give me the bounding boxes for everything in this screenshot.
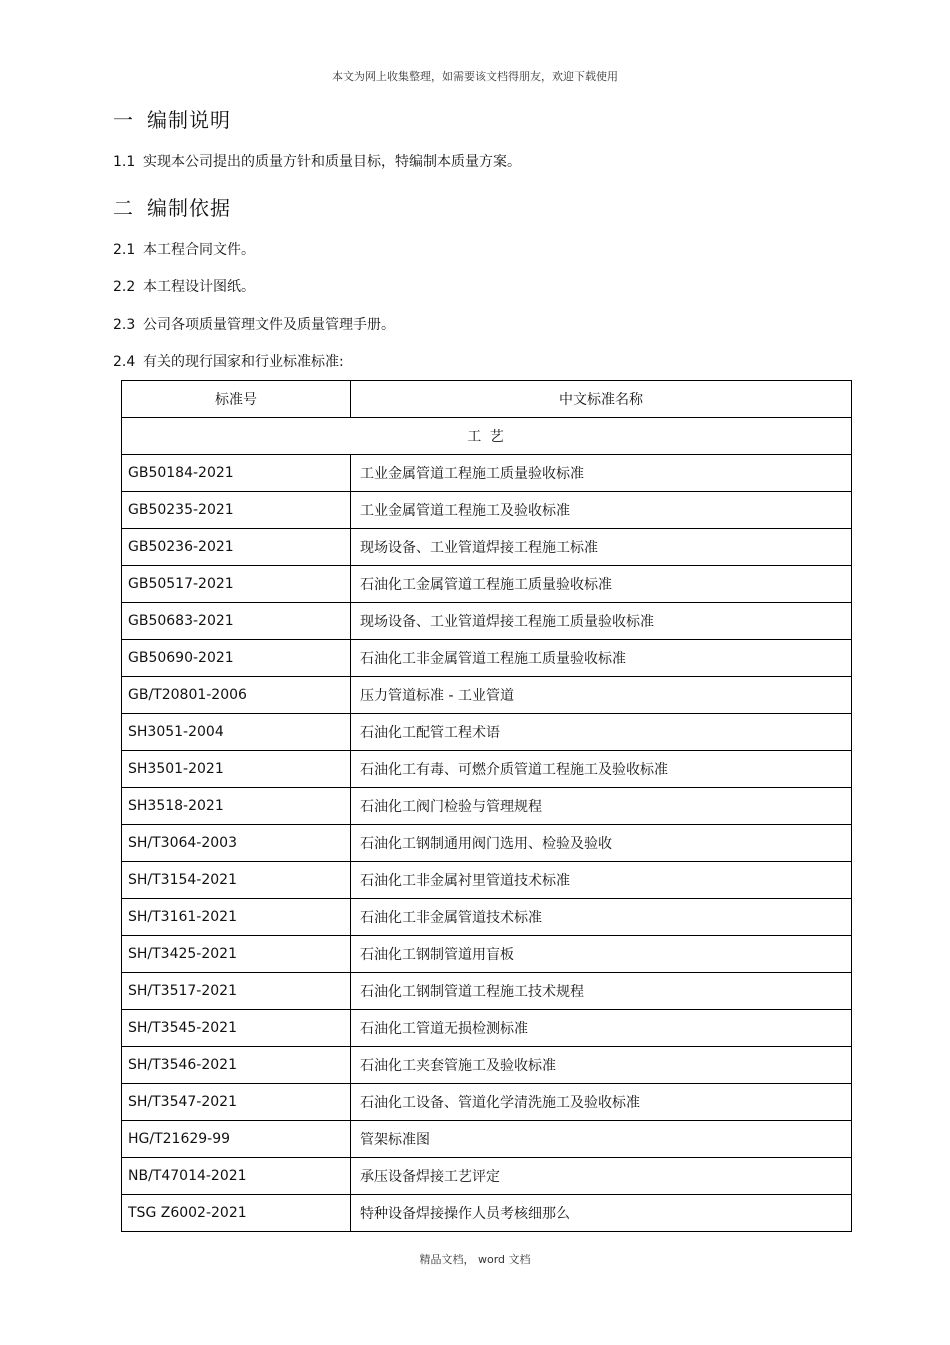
section-heading-1 xyxy=(113,104,231,133)
column-header-code: 标准号 xyxy=(122,381,351,418)
standard-code: SH/T3547-2021 xyxy=(122,1084,351,1121)
standard-name: 工业金属管道工程施工质量验收标准 xyxy=(351,455,852,492)
paragraph-text: 有关的现行国家和行业标准标准: xyxy=(143,354,344,370)
standard-name: 石油化工非金属管道技术标准 xyxy=(351,899,852,936)
standard-code: SH/T3154-2021 xyxy=(122,862,351,899)
table-row xyxy=(122,751,852,788)
standard-code: SH3501-2021 xyxy=(122,751,351,788)
standard-name: 石油化工夹套管施工及验收标准 xyxy=(351,1047,852,1084)
paragraph-2-1 xyxy=(113,239,255,259)
table-row xyxy=(122,788,852,825)
standard-code: HG/T21629-99 xyxy=(122,1121,351,1158)
paragraph-2-2 xyxy=(113,276,255,296)
standard-name: 承压设备焊接工艺评定 xyxy=(351,1158,852,1195)
column-header-name: 中文标准名称 xyxy=(351,381,852,418)
standard-code: NB/T47014-2021 xyxy=(122,1158,351,1195)
standard-code: GB50690-2021 xyxy=(122,640,351,677)
standard-code: SH/T3425-2021 xyxy=(122,936,351,973)
standard-code: GB50235-2021 xyxy=(122,492,351,529)
standard-code: SH/T3161-2021 xyxy=(122,899,351,936)
paragraph-number: 1.1 xyxy=(113,154,136,170)
standard-name: 石油化工非金属衬里管道技术标准 xyxy=(351,862,852,899)
standard-name: 石油化工设备、管道化学清洗施工及验收标准 xyxy=(351,1084,852,1121)
group-label: 工 艺 xyxy=(122,418,852,455)
table-row xyxy=(122,973,852,1010)
table-row xyxy=(122,825,852,862)
standard-name: 石油化工有毒、可燃介质管道工程施工及验收标准 xyxy=(351,751,852,788)
standard-code: SH3051-2004 xyxy=(122,714,351,751)
table-row xyxy=(122,1121,852,1158)
standard-name: 管架标准图 xyxy=(351,1121,852,1158)
standard-code: SH/T3064-2003 xyxy=(122,825,351,862)
paragraph-2-4 xyxy=(113,351,344,371)
paragraph-2-3 xyxy=(113,314,395,334)
standard-name: 石油化工非金属管道工程施工质量验收标准 xyxy=(351,640,852,677)
standard-code: SH/T3546-2021 xyxy=(122,1047,351,1084)
section-title: 编制依据 xyxy=(147,196,231,220)
paragraph-number: 2.4 xyxy=(113,354,136,370)
standards-table xyxy=(121,380,852,1232)
standard-name: 压力管道标准 - 工业管道 xyxy=(351,677,852,714)
table-row xyxy=(122,640,852,677)
table-row xyxy=(122,603,852,640)
table-row xyxy=(122,529,852,566)
standard-code: SH3518-2021 xyxy=(122,788,351,825)
paragraph-1-1 xyxy=(113,151,521,171)
standard-name: 现场设备、工业管道焊接工程施工标准 xyxy=(351,529,852,566)
paragraph-text: 实现本公司提出的质量方针和质量目标，特编制本质量方案。 xyxy=(143,154,521,170)
section-title: 编制说明 xyxy=(147,108,231,132)
standard-code: GB50236-2021 xyxy=(122,529,351,566)
paragraph-number: 2.3 xyxy=(113,317,136,333)
standard-code: SH/T3545-2021 xyxy=(122,1010,351,1047)
table-row xyxy=(122,1047,852,1084)
standard-name: 工业金属管道工程施工及验收标准 xyxy=(351,492,852,529)
standard-code: GB/T20801-2006 xyxy=(122,677,351,714)
table-row xyxy=(122,455,852,492)
paragraph-text: 本工程设计图纸。 xyxy=(143,279,255,295)
table-row xyxy=(122,1195,852,1232)
paragraph-number: 2.1 xyxy=(113,242,136,258)
paragraph-text: 本工程合同文件。 xyxy=(143,242,255,258)
table-row xyxy=(122,677,852,714)
section-heading-2 xyxy=(113,192,231,221)
standard-name: 特种设备焊接操作人员考核细那么 xyxy=(351,1195,852,1232)
table-row xyxy=(122,492,852,529)
standard-code: GB50683-2021 xyxy=(122,603,351,640)
paragraph-number: 2.2 xyxy=(113,279,136,295)
standard-code: TSG Z6002-2021 xyxy=(122,1195,351,1232)
section-number: 二 xyxy=(113,196,134,220)
standard-code: SH/T3517-2021 xyxy=(122,973,351,1010)
standard-code: GB50517-2021 xyxy=(122,566,351,603)
footer-note: 精品文档， word 文档 xyxy=(419,1253,531,1266)
standard-name: 石油化工钢制管道用盲板 xyxy=(351,936,852,973)
table-group-row xyxy=(122,418,852,455)
paragraph-text: 公司各项质量管理文件及质量管理手册。 xyxy=(143,317,395,333)
table-row xyxy=(122,1084,852,1121)
table-row xyxy=(122,936,852,973)
standard-name: 现场设备、工业管道焊接工程施工质量验收标准 xyxy=(351,603,852,640)
table-row xyxy=(122,1158,852,1195)
standard-name: 石油化工配管工程术语 xyxy=(351,714,852,751)
standard-name: 石油化工钢制管道工程施工技术规程 xyxy=(351,973,852,1010)
section-number: 一 xyxy=(113,108,134,132)
header-note: 本文为网上收集整理，如需要该文档得朋友，欢迎下载使用 xyxy=(332,70,618,83)
table-row xyxy=(122,714,852,751)
standard-name: 石油化工阀门检验与管理规程 xyxy=(351,788,852,825)
table-row xyxy=(122,862,852,899)
table-row xyxy=(122,566,852,603)
standard-name: 石油化工钢制通用阀门选用、检验及验收 xyxy=(351,825,852,862)
table-row xyxy=(122,1010,852,1047)
table-header-row xyxy=(122,381,852,418)
standard-name: 石油化工金属管道工程施工质量验收标准 xyxy=(351,566,852,603)
table-row xyxy=(122,899,852,936)
standard-code: GB50184-2021 xyxy=(122,455,351,492)
standard-name: 石油化工管道无损检测标准 xyxy=(351,1010,852,1047)
